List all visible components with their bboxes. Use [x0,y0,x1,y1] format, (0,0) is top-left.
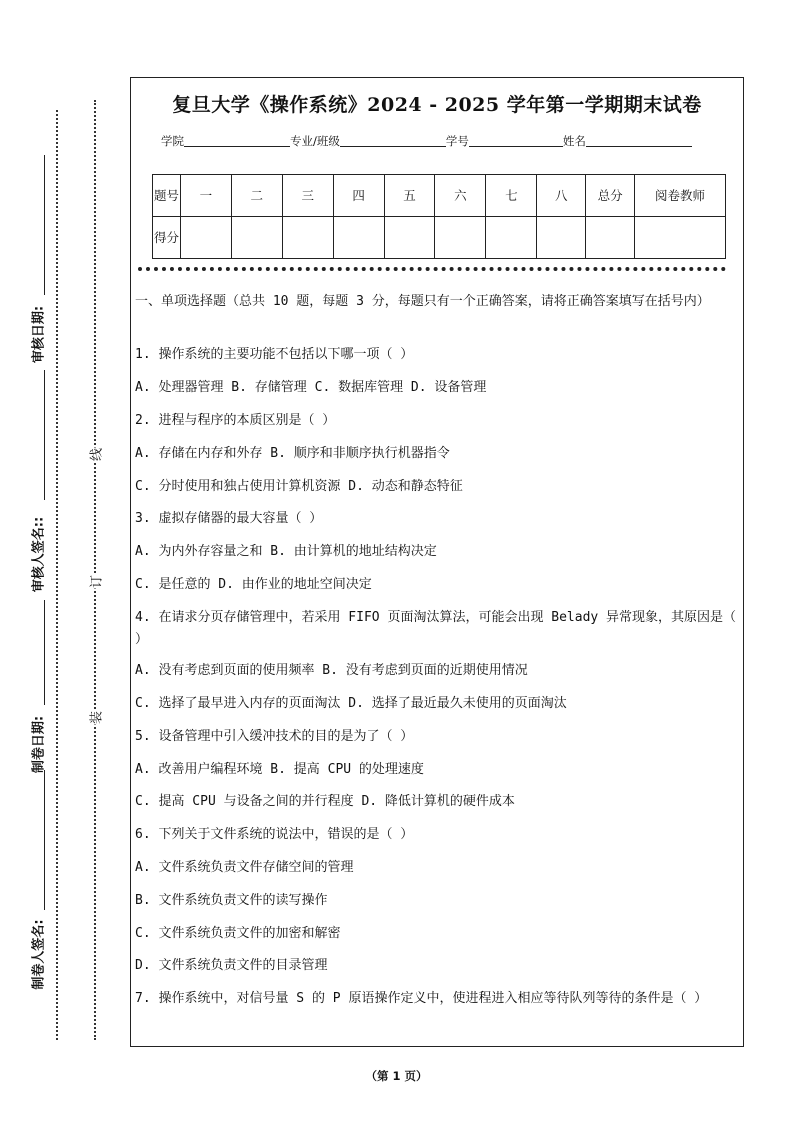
major-label: 专业/班级 [290,134,340,148]
page-number: （第 1 页） [365,1069,428,1083]
score-cell[interactable] [635,217,726,259]
score-cell[interactable] [231,217,282,259]
review-date-line [44,155,45,295]
exam-frame [130,77,744,1047]
score-cell[interactable] [435,217,486,259]
binding-mark-line: 线 [86,448,105,462]
binding-mark-order: 订 [86,575,105,589]
make-date-line [44,600,45,705]
score-cell[interactable] [282,217,333,259]
score-cell[interactable] [180,217,231,259]
question-2-options-cd: C. 分时使用和独占使用计算机资源 D. 动态和静态特征 [135,479,463,494]
score-cell[interactable] [486,217,537,259]
score-header-cell: 一 [180,175,231,217]
exam-title: 复旦大学《操作系统》2024 - 2025 学年第一学期期末试卷 [172,94,702,116]
score-table [152,174,726,259]
score-header-cell: 三 [282,175,333,217]
score-header-cell: 五 [384,175,435,217]
reviewer-signature-line [44,370,45,500]
binding-mark-install: 装 [86,711,105,725]
name-field[interactable] [586,134,692,147]
question-3-options-cd: C. 是任意的 D. 由作业的地址空间决定 [135,577,372,592]
question-7: 7. 操作系统中，对信号量 S 的 P 原语操作定义中，使进程进入相应等待队列等待的条件是（ ） [135,991,708,1006]
question-4-options-cd: C. 选择了最早进入内存的页面淘汰 D. 选择了最近最久未使用的页面淘汰 [135,696,567,711]
dotted-divider [138,267,726,271]
question-6-option-c: C. 文件系统负责文件的加密和解密 [135,926,341,941]
score-header-cell: 二 [231,175,282,217]
left-dotted-line [56,110,58,1040]
name-label: 姓名 [562,134,586,148]
question-1: 1. 操作系统的主要功能不包括以下哪一项（ ） [135,347,414,362]
question-2: 2. 进程与程序的本质区别是（ ） [135,413,336,428]
question-6: 6. 下列关于文件系统的说法中，错误的是（ ） [135,827,414,842]
maker-signature-line [44,770,45,910]
maker-signature-label: 制卷人签名: [31,919,47,990]
student-id-label: 学号 [445,134,469,148]
reviewer-signature-label: 审核人签名:: [31,516,47,593]
question-3: 3. 虚拟存储器的最大容量（ ） [135,511,323,526]
score-header-cell: 七 [486,175,537,217]
student-id-field[interactable] [469,134,563,147]
question-6-option-d: D. 文件系统负责文件的目录管理 [135,958,328,973]
score-header-cell: 题号 [153,175,181,217]
score-table-header-row [153,175,726,217]
section-heading: 一、单项选择题（总共 10 题，每题 3 分，每题只有一个正确答案，请将正确答案填写在括号内） [135,294,710,309]
major-field[interactable] [340,134,446,147]
question-4-options-ab: A. 没有考虑到页面的使用频率 B. 没有考虑到页面的近期使用情况 [135,663,528,678]
make-date-label: 制卷日期: [31,715,47,774]
question-6-option-a: A. 文件系统负责文件存储空间的管理 [135,860,354,875]
score-cell[interactable] [384,217,435,259]
score-header-cell: 阅卷教师 [635,175,726,217]
question-2-options-ab: A. 存储在内存和外存 B. 顺序和非顺序执行机器指令 [135,446,450,461]
score-header-cell: 四 [333,175,384,217]
question-6-option-b: B. 文件系统负责文件的读写操作 [135,893,328,908]
score-cell[interactable] [586,217,635,259]
college-label: 学院 [161,134,184,148]
score-header-cell: 八 [537,175,586,217]
student-info-row [161,133,692,149]
question-1-options: A. 处理器管理 B. 存储管理 C. 数据库管理 D. 设备管理 [135,380,487,395]
score-cell[interactable] [333,217,384,259]
score-row-label: 得分 [153,217,181,259]
question-5: 5. 设备管理中引入缓冲技术的目的是为了（ ） [135,729,414,744]
binding-dotted-line [94,100,96,1040]
score-header-cell: 总分 [586,175,635,217]
score-table-score-row [153,217,726,259]
question-3-options-ab: A. 为内外存容量之和 B. 由计算机的地址结构决定 [135,544,437,559]
score-header-cell: 六 [435,175,486,217]
college-field[interactable] [184,134,290,147]
question-5-options-cd: C. 提高 CPU 与设备之间的并行程度 D. 降低计算机的硬件成本 [135,794,515,809]
question-5-options-ab: A. 改善用户编程环境 B. 提高 CPU 的处理速度 [135,762,424,777]
score-cell[interactable] [537,217,586,259]
review-date-label: 审核日期: [31,305,47,364]
question-4: 4. 在请求分页存储管理中，若采用 FIFO 页面淘汰算法，可能会出现 Belady 异常现象，其原因是（ ） [135,610,737,647]
